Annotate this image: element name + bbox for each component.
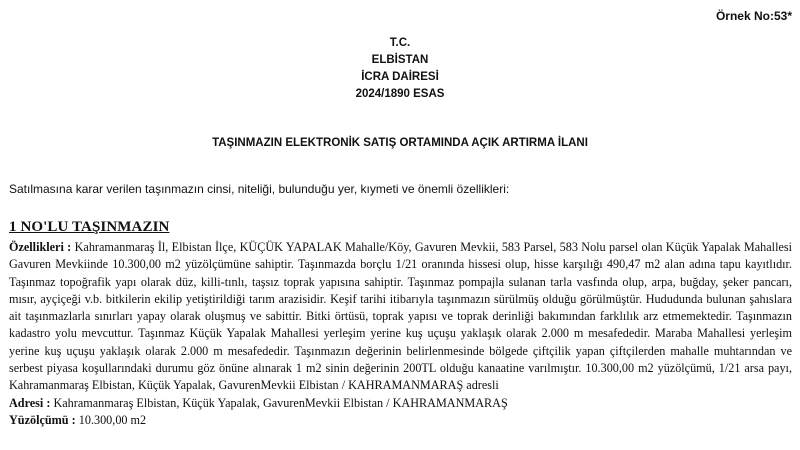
address-text: Kahramanmaraş Elbistan, Küçük Yapalak, GavurenMevkii Elbistan / KAHRAMANMARAŞ <box>50 395 508 410</box>
area-text: 10.300,00 m2 <box>75 412 147 427</box>
header-country: T.C. <box>389 37 411 49</box>
address-label: Adresi : <box>9 395 51 410</box>
area-label: Yüzölçümü : <box>9 412 76 427</box>
document-header <box>0 35 800 103</box>
parcel-details <box>9 239 792 429</box>
features-text: Kahramanmaraş İl, Elbistan İlçe, KÜÇÜK YAPALAK Mahalle/Köy, Gavuren Mevkii, 583 Parsel, 583 Nolu parsel olan Küçük Yapalak Mahallesi Gavuren Mevkiinde 10.300,00 m2 yüzölçümüne sahiptir. Taşınmazda borçlu 1/21 oranında hissesi olup, hisse karşılığı 490,47 m2 alan adına tapu kayıtlıdır. Taşınmaz topoğrafik yapı olarak düz, killi-tınlı, taşsız toprak yapısına sahiptir. Taşınmaz pompajla sulanan tarla vasfında olup, arpa, buğday, şeker pancarı, mısır, ayçiçeği v.b. bitkilerin ekilip yetiştirildiği tarım arazisidir. Keşif tarihi itibarıyla taşınmazın sürülmüş olduğu görülmüştür. Hududunda bulunan şahıslara ait taşınmazlarla sınırları yapay olarak oluşmuş ve sabittir. Bitki örtüsü, toprak yapısı ve toprak derinliği bakımından farklılık arz etmemektedir. Taşınmazın kadastro yolu mevcuttur. Taşınmaz Küçük Yapalak Mahallesi yerleşim yerine kuş uçuşu yaklaşık olarak 2.000 m mesafededir. Maraba Mahallesi yerleşim yerine kuş uçuşu yaklaşık olarak 2.000 m mesafededir. Taşınmazın değerinin belirlenmesinde bölgede çiftçilik yapan çiftçilerden mahalle muhtarından ve serbest piyasa koşullarındaki durumu göz önüne alınarak 1 m2 sinin değerinin 200TL olduğu kanaatine varılmıştır. 10.300,00 m2 yüzölçümü, 1/21 arsa payı, Kahramanmaraş Elbistan, Küçük Yapalak, GavurenMevkii Elbistan / KAHRAMANMARAŞ adresli <box>9 240 792 393</box>
announcement-title: TAŞINMAZIN ELEKTRONİK SATIŞ ORTAMINDA AÇIK ARTIRMA İLANI <box>212 137 588 149</box>
form-number: Örnek No:53* <box>715 9 792 23</box>
address-paragraph <box>9 395 792 412</box>
parcel-heading: 1 NO'LU TAŞINMAZIN <box>9 219 170 235</box>
intro-text: Satılmasına karar verilen taşınmazın cinsi, niteliği, bulunduğu yer, kıymeti ve önemli özellikleri: <box>9 182 510 196</box>
header-office: İCRA DAİRESİ <box>361 71 439 83</box>
header-city: ELBİSTAN <box>371 54 429 66</box>
header-case-number: 2024/1890 ESAS <box>355 88 445 100</box>
features-paragraph <box>9 239 792 395</box>
features-label: Özellikleri : <box>9 240 72 254</box>
area-paragraph <box>9 412 792 429</box>
